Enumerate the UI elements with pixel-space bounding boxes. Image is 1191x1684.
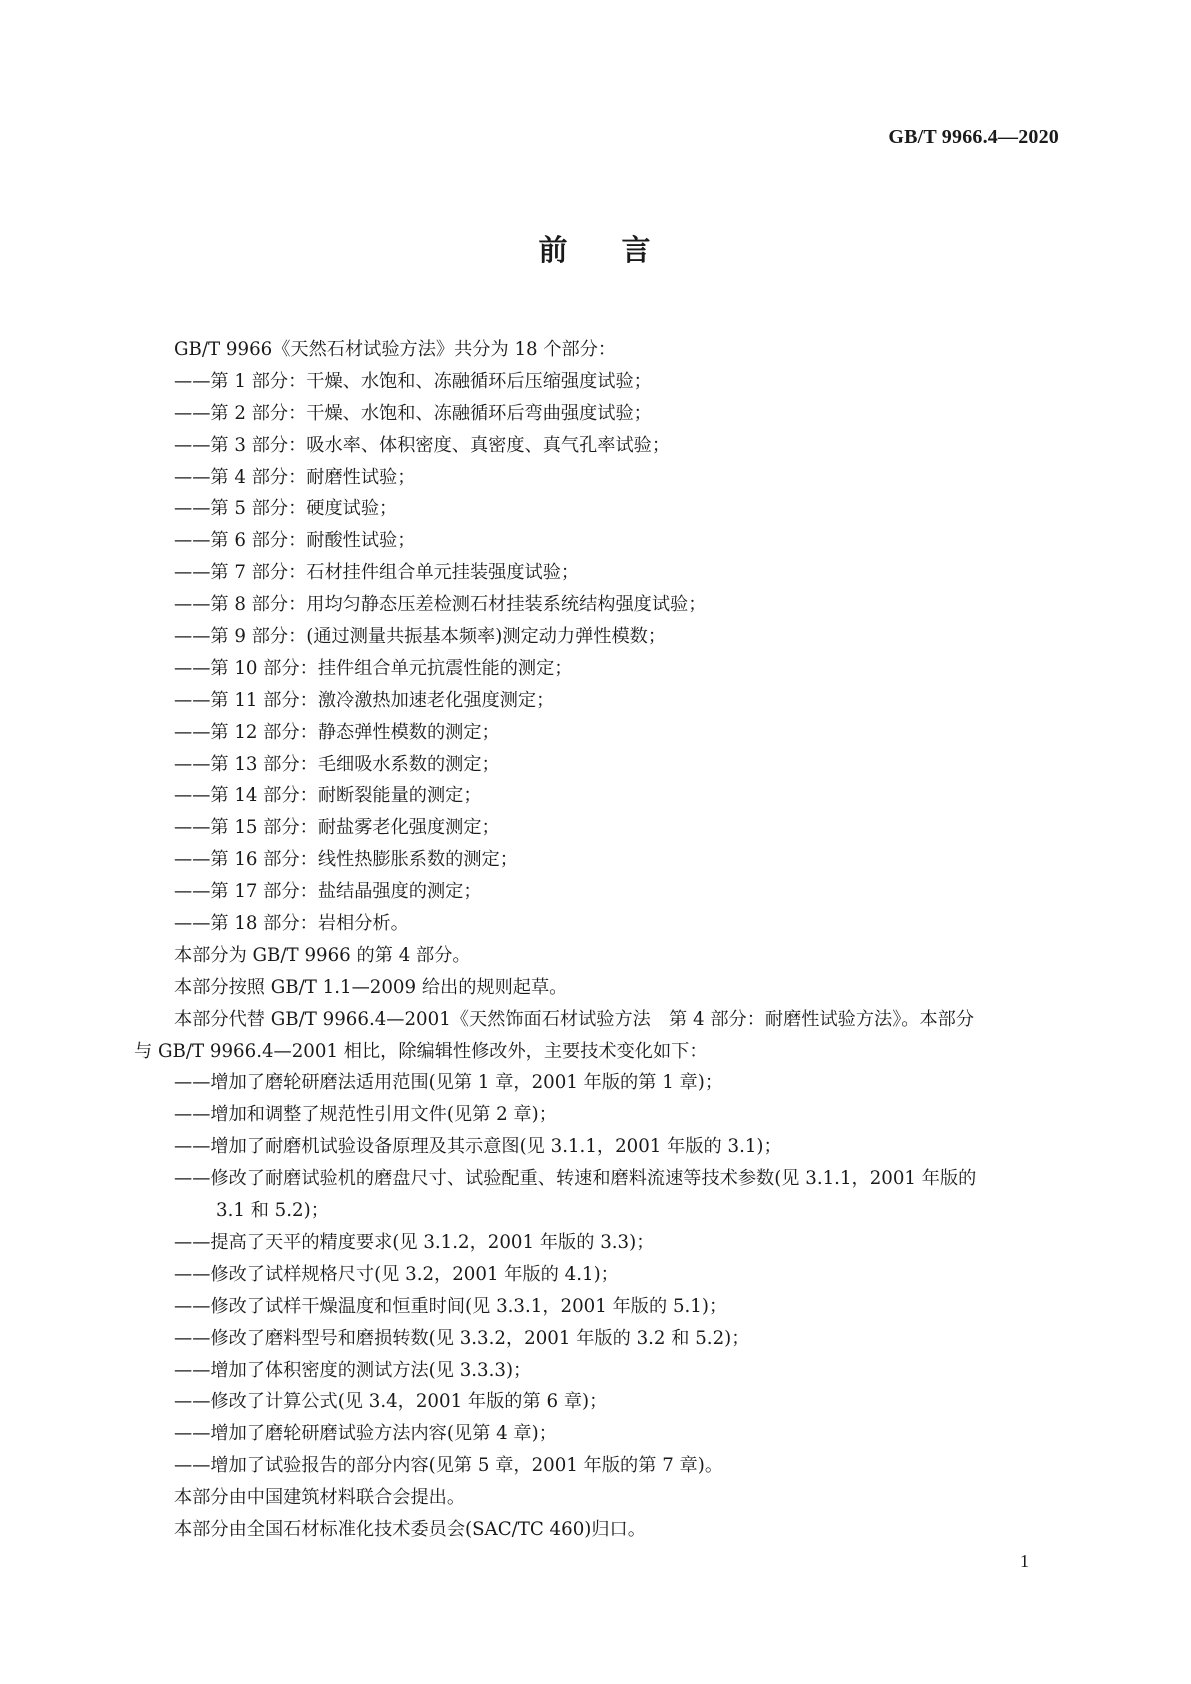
list-item: ——第 11 部分：激冷激热加速老化强度测定； xyxy=(174,689,555,711)
list-item: ——第 1 部分：干燥、水饱和、冻融循环后压缩强度试验； xyxy=(174,370,652,392)
list-item: ——第 2 部分：干燥、水饱和、冻融循环后弯曲强度试验； xyxy=(174,402,652,424)
list-item: ——第 12 部分：静态弹性模数的测定； xyxy=(174,721,500,743)
list-item: ——第 8 部分：用均匀静态压差检测石材挂装系统结构强度试验； xyxy=(174,594,707,616)
standard-code: GB/T 9966.4—2020 xyxy=(888,126,1059,148)
foreword-body xyxy=(134,334,1062,1546)
list-item: ——增加了磨轮研磨法适用范围(见第 1 章，2001 年版的第 1 章)； xyxy=(174,1072,724,1094)
list-item: ——第 4 部分：耐磨性试验； xyxy=(174,466,416,488)
list-item: ——第 13 部分：毛细吸水系数的测定； xyxy=(174,753,500,775)
list-item: ——修改了计算公式(见 3.4，2001 年版的第 6 章)； xyxy=(174,1391,608,1413)
paragraph-line: 本部分由全国石材标准化技术委员会(SAC/TC 460)归口。 xyxy=(174,1518,646,1540)
list-item: ——第 7 部分：石材挂件组合单元挂装强度试验； xyxy=(174,562,580,584)
page-number: 1 xyxy=(1020,1551,1029,1571)
list-item: ——第 15 部分：耐盐雾老化强度测定； xyxy=(174,817,500,839)
paragraph-line: GB/T 9966《天然石材试验方法》共分为 18 个部分： xyxy=(174,339,617,360)
list-item: ——第 17 部分：盐结晶强度的测定； xyxy=(174,881,482,903)
paragraph-line: 本部分为 GB/T 9966 的第 4 部分。 xyxy=(174,944,471,966)
list-item: ——第 6 部分：耐酸性试验； xyxy=(174,530,416,552)
list-item: ——第 16 部分：线性热膨胀系数的测定； xyxy=(174,849,518,871)
list-item: ——第 9 部分：(通过测量共振基本频率)测定动力弹性模数； xyxy=(174,626,667,648)
title-char-2: 言 xyxy=(621,233,653,267)
paragraph-line: 本部分代替 GB/T 9966.4—2001《天然饰面石材试验方法 第 4 部分：耐磨性试验方法》。本部分 xyxy=(174,1008,975,1030)
list-item: ——增加了磨轮研磨试验方法内容(见第 4 章)； xyxy=(174,1423,557,1445)
paragraph-line: 本部分由中国建筑材料联合会提出。 xyxy=(174,1487,466,1509)
list-item: ——修改了耐磨试验机的磨盘尺寸、试验配重、转速和磨料流速等技术参数(见 3.1.1，2001 年版的 xyxy=(174,1168,977,1190)
list-item: ——增加了耐磨机试验设备原理及其示意图(见 3.1.1，2001 年版的 3.1)； xyxy=(174,1136,782,1158)
list-item: ——增加了试验报告的部分内容(见第 5 章，2001 年版的第 7 章)。 xyxy=(174,1455,724,1477)
list-item: ——提高了天平的精度要求(见 3.1.2，2001 年版的 3.3)； xyxy=(174,1231,655,1253)
paragraph-line: 与 GB/T 9966.4—2001 相比，除编辑性修改外，主要技术变化如下： xyxy=(134,1040,708,1062)
list-item: ——修改了试样规格尺寸(见 3.2，2001 年版的 4.1)； xyxy=(174,1263,619,1285)
list-item: ——第 3 部分：吸水率、体积密度、真密度、真气孔率试验； xyxy=(174,434,671,456)
list-item: ——修改了试样干燥温度和恒重时间(见 3.3.1，2001 年版的 5.1)； xyxy=(174,1295,728,1317)
list-item: ——第 5 部分：硬度试验； xyxy=(174,498,398,520)
list-item: 3.1 和 5.2)； xyxy=(216,1200,329,1222)
list-item: ——增加和调整了规范性引用文件(见第 2 章)； xyxy=(174,1104,557,1126)
paragraph-line: 本部分按照 GB/T 1.1—2009 给出的规则起草。 xyxy=(174,976,568,998)
list-item: ——增加了体积密度的测试方法(见 3.3.3)； xyxy=(174,1359,532,1381)
page-title xyxy=(0,228,1191,269)
list-item: ——第 14 部分：耐断裂能量的测定； xyxy=(174,785,482,807)
title-char-1: 前 xyxy=(538,233,570,267)
list-item: ——第 10 部分：挂件组合单元抗震性能的测定； xyxy=(174,657,573,679)
list-item: ——修改了磨料型号和磨损转数(见 3.3.2，2001 年版的 3.2 和 5.2)； xyxy=(174,1327,750,1349)
list-item: ——第 18 部分：岩相分析。 xyxy=(174,913,409,935)
